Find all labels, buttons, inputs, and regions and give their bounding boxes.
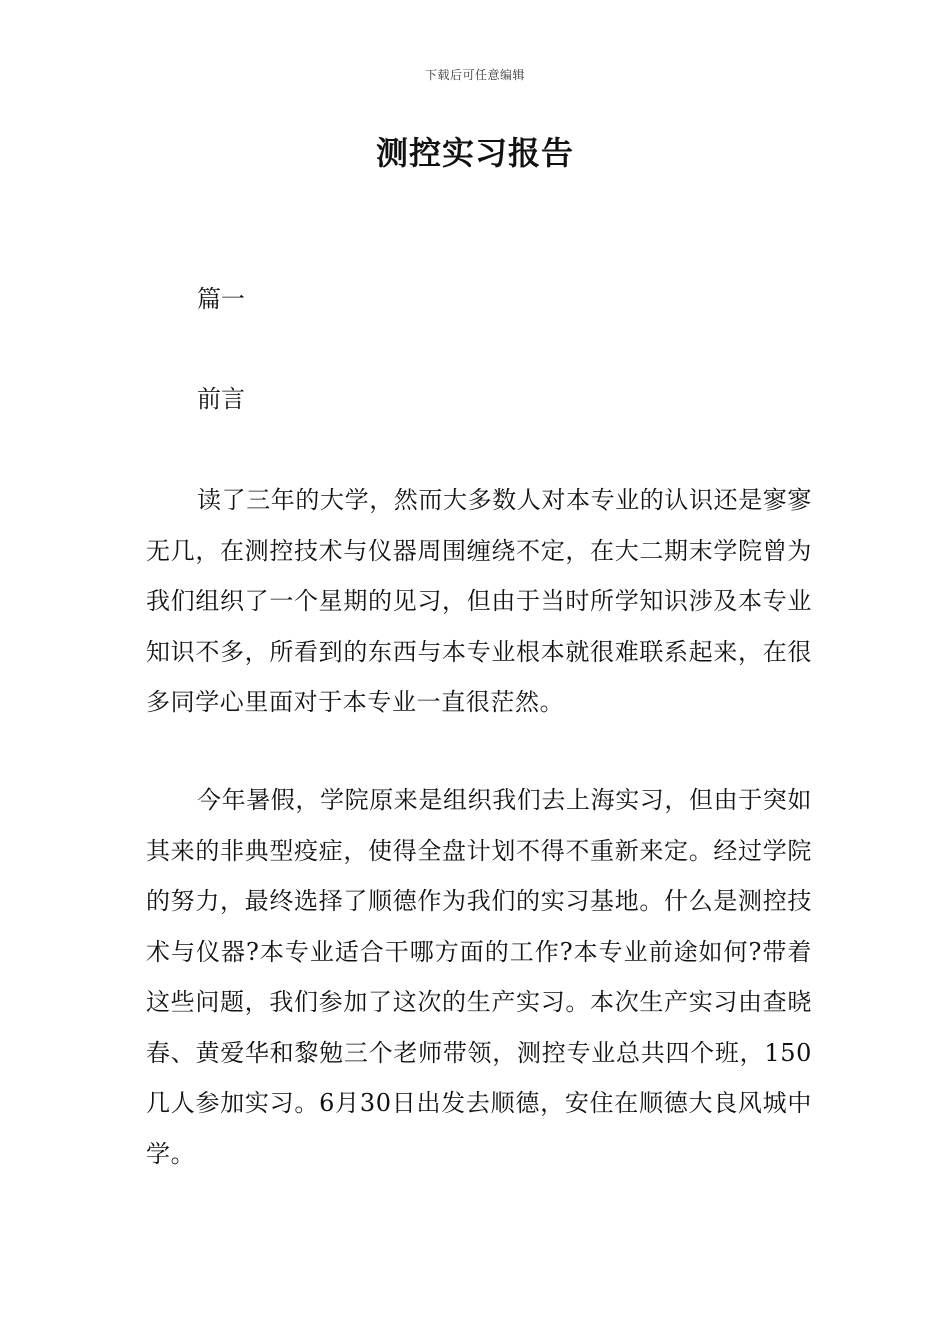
body-paragraph-2: 今年暑假，学院原来是组织我们去上海实习，但由于突如其来的非典型疫症，使得全盘计划不得不重新来定。经过学院的努力，最终选择了顺德作为我们的实习基地。什么是测控技术与仪器?本专业适合干哪方面的工作?本专业前途如何?带着这些问题，我们参加了这次的生产实习。本次生产实习由查晓春、黄爱华和黎勉三个老师带领，测控专业总共四个班，150几人参加实习。6月30日出发去顺德，安住在顺德大良风城中学。 bbox=[146, 786, 812, 1168]
section-label: 篇一 bbox=[197, 285, 245, 313]
header-note: 下载后可任意编辑 bbox=[424, 68, 525, 82]
page-title: 测控实习报告 bbox=[375, 134, 574, 172]
subsection-label: 前言 bbox=[197, 385, 245, 413]
body-paragraph-1: 读了三年的大学，然而大多数人对本专业的认识还是寥寥无几，在测控技术与仪器周围缠绕不定，在大二期末学院曾为我们组织了一个星期的见习，但由于当时所学知识涉及本专业知识不多，所看到的东西与本专业根本就很难联系起来，在很多同学心里面对于本专业一直很茫然。 bbox=[146, 486, 812, 716]
